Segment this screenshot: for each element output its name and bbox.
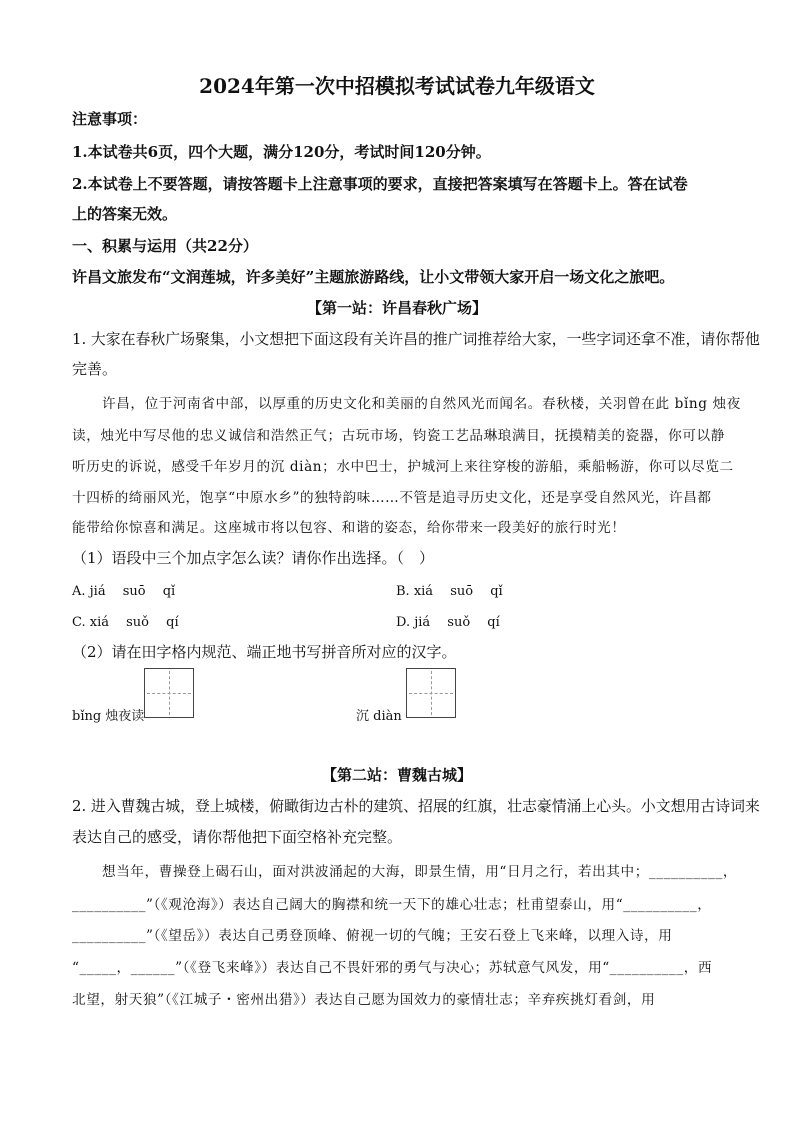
notes-item: 2.本试卷上不要答题，请按答题卡上注意事项的要求，直接把答案填写在答题卡上。答在试卷 <box>72 175 688 193</box>
grid-guide <box>409 693 453 694</box>
sub-question-1: （1）语段中三个加点字怎么读？请你作出选择。（ ） <box>72 549 435 567</box>
station2-heading: 【第二站：曹魏古城】 <box>321 766 472 784</box>
option-c[interactable]: C. xiá suǒ qí <box>72 615 179 630</box>
question-1-text: 1. 大家在春秋广场聚集，小文想把下面这段有关许昌的推广词推荐给大家，一些字词还拿不准，请你帮他 <box>72 330 760 348</box>
tianzige-box-2[interactable] <box>406 668 456 718</box>
tianzige-box-1[interactable] <box>144 668 194 718</box>
passage-line: 听历史的诉说，感受千年岁月的沉 diàn；水中巴士，护城河上来往穿梭的游船，乘船畅游，你可以尽览二 <box>72 459 734 475</box>
notes-item: 1.本试卷共6页，四个大题，满分120分，考试时间120分钟。 <box>72 143 491 161</box>
notes-item: 上的答案无效。 <box>72 205 178 223</box>
passage-line: “_____，______”（《登飞来峰》）表达自己不畏奸邪的勇气与决心；苏轼意气风发，用“__________，西 <box>72 960 713 976</box>
pinyin-prompt-2: 沉 diàn <box>356 709 402 724</box>
page-title: 2024年第一次中招模拟考试试卷九年级语文 <box>199 74 595 98</box>
grid-guide <box>147 693 191 694</box>
question-1-text: 完善。 <box>72 360 118 378</box>
passage-line: 能带给你惊喜和满足。这座城市将以包容、和谐的姿态，给你带来一段美好的旅行时光！ <box>72 520 626 536</box>
option-a[interactable]: A. jiá suō qǐ <box>72 584 176 599</box>
question-2-text: 表达自己的感受，请你帮他把下面空格补充完整。 <box>72 828 403 846</box>
station1-heading: 【第一站：许昌春秋广场】 <box>306 299 487 317</box>
question-2-text: 2. 进入曹魏古城，登上城楼，俯瞰街边古朴的建筑、招展的红旗，壮志豪情涌上心头。小文想用古诗词来 <box>72 797 760 815</box>
passage-line: 想当年，曹操登上碣石山，面对洪波涌起的大海，即景生情，用“日月之行，若出其中；__________， <box>102 864 738 880</box>
passage-line: 读，烛光中写尽他的忠义诚信和浩然正气；古玩市场，钧瓷工艺品琳琅满目，抚摸精美的瓷器，你可以静 <box>72 428 725 444</box>
notes-heading: 注意事项： <box>72 110 148 128</box>
passage-line: 十四桥的绮丽风光，饱享“中原水乡”的独特韵味……不管是追寻历史文化，还是享受自然风光，许昌都 <box>72 490 712 506</box>
pinyin-prompt-1: bǐng 烛夜读 <box>72 709 145 724</box>
passage-line: 许昌，位于河南省中部，以厚重的历史文化和美丽的自然风光而闻名。春秋楼，关羽曾在此 bǐng 烛夜 <box>102 396 741 412</box>
option-d[interactable]: D. jiá suǒ qí <box>396 615 500 630</box>
sub-question-2: （2）请在田字格内规范、端正地书写拼音所对应的汉字。 <box>72 643 457 661</box>
passage-line: 北望，射天狼”（《江城子・密州出猎》）表达自己愿为国效力的豪情壮志；辛弃疾挑灯看剑，用 <box>72 992 656 1008</box>
section-heading: 一、积累与运用（共22分） <box>72 237 258 255</box>
section-intro: 许昌文旅发布“文润莲城，许多美好”主题旅游路线，让小文带领大家开启一场文化之旅吧。 <box>72 268 675 286</box>
passage-line: __________”（《观沧海》）表达自己阔大的胸襟和统一天下的雄心壮志；杜甫望泰山，用“__________， <box>72 897 712 913</box>
passage-line: __________”（《望岳》）表达自己勇登顶峰、俯视一切的气魄；王安石登上飞来峰，以理入诗，用 <box>72 928 673 944</box>
option-b[interactable]: B. xiá suō qǐ <box>396 584 503 599</box>
